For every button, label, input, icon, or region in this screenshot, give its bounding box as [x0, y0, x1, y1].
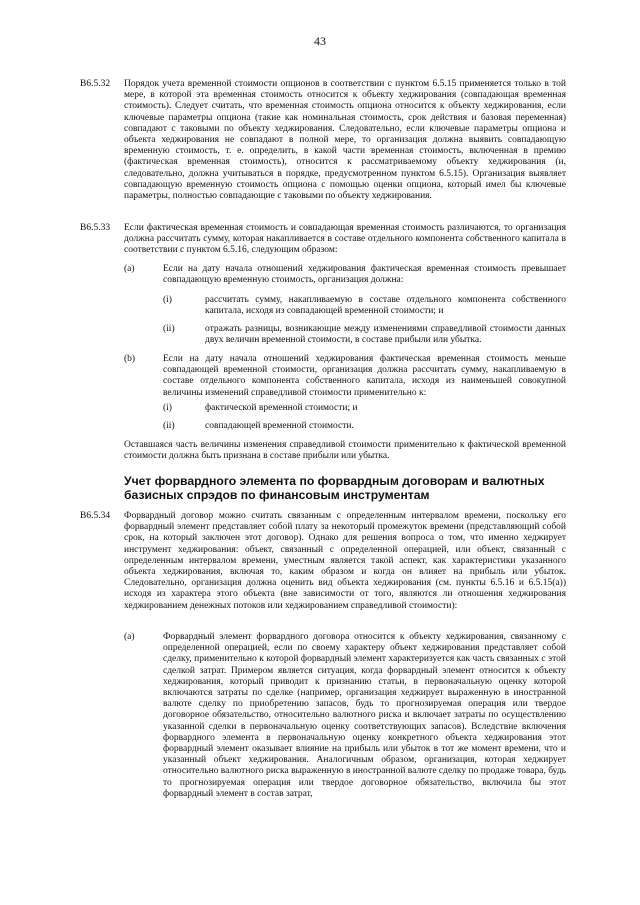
item-b-text: Если на дату начала отношений хеджирования фактическая временная стоимость меньше совпадающей временной стоимости, организация должна рассчитать сумму, накапливаемую в составе отдельного компонента собственного капитала, исходя из наименьшей совокупной величины изменений справедливой стоимости применительно к:: [163, 354, 566, 398]
item-34-a-text: Форвардный элемент форвардного договора относится к объекту хеджирования, связанному с определенной операцией, если по своему характеру объект хеджирования представляет собой сделку, применительно к которой форвардный элемент характеризуется как часть связанных с этой сделкой затрат. Примером является ситуация, когда форвардный элемент относится к объекту хеджирования, который приводит к признанию статьи, в первоначальную оценку которой включаются затраты по сделке (например, организация хеджирует выраженную в иностранной валюте сделку по приобретению запасов, будь то прогнозируемая операция или твердое договорное обязательство, относительно валютного риска и включает затраты по осуществлению указанной сделки в первоначальную оценку соответствующих запасов). Вследствие включения форвардного элемента в первоначальную оценку конкретного объекта хеджирования этот форвардный элемент оказывает влияние на прибыль или убыток в тот же момент времени, что и указанный объект хеджирования. Аналогичным образом, организация, которая хеджирует относительно валютного риска выраженную в иностранной валюте сделку по продаже товара, будь то прогнозируемая операция или твердое договорное обязательство, включила бы этот форвардный элемент в состав затрат,: [163, 632, 566, 799]
item-label-34-a: (a): [124, 632, 135, 642]
section-heading-line-1: Учет форвардного элемента по форвардным договорам и валютных: [124, 474, 545, 488]
subitem-label-a-ii: (ii): [163, 324, 175, 334]
paragraph-label-b6-5-32: B6.5.32: [80, 79, 111, 89]
subitem-a-ii-text: отражать разницы, возникающие между изменениями справедливой стоимости данных двух величин временной стоимости, в составе прибыли или убытка.: [205, 324, 566, 346]
paragraph-b6-5-33-tail: Оставшаяся часть величины изменения справедливой стоимости применительно к фактической временной стоимости должна быть признана в составе прибыли или убытка.: [124, 440, 566, 462]
subitem-label-a-i: (i): [163, 295, 172, 305]
paragraph-b6-5-34: Форвардный договор можно считать связанным с определенным интервалом времени, поскольку его форвардный элемент представляет собой плату за некоторый промежуток времени (представляющий собой срок, на который заключен этот договор). Однако для решения вопроса о том, что именно хеджирует инструмент хеджирования: объект, связанный с определенной операцией, или объект, связанный с определенным интервалом времени, уместным является такой аспект, как характеристики указанного объекта хеджирования, включая то, каким образом и когда он влияет на прибыль или убыток. Следовательно, организация должна оценить вид объекта хеджирования (см. пункты 6.5.16 и 6.5.15(a)) исходя из характера этого объекта (вне зависимости от того, являются ли отношения хеджирования хеджированием денежных потоков или хеджированием справедливой стоимости):: [124, 511, 566, 611]
paragraph-label-b6-5-34: B6.5.34: [80, 511, 111, 521]
section-heading: [124, 474, 584, 502]
paragraph-b6-5-32: Порядок учета временной стоимости опционов в соответствии с пунктом 6.5.15 применяется только в той мере, в которой эта временная стоимость относится к объекту хеджирования (совпадающая временная стоимость). Следует считать, что временная стоимость опциона относится к объекту хеджирования, если ключевые параметры опциона (такие как номинальная стоимость, срок действия и базовая переменная) совпадают с таковыми по объекту хеджирования. Следовательно, если ключевые параметры опциона и объекта хеджирования не совпадают в полной мере, то организация должна выявить совпадающую временную стоимость, т. е. определить, в какой части временная стоимость, включенная в премию (фактическая временная стоимость), относится к рассматриваемому объекту хеджирования (и, следовательно, должна учитываться в порядке, предусмотренном пунктом 6.5.15). Организация выявляет совпадающую временную стоимость опциона с помощью оценки опциона, который имел бы ключевые параметры, полностью совпадающие с таковыми по объекту хеджирования.: [124, 79, 566, 202]
item-a-text: Если на дату начала отношений хеджирования фактическая временная стоимость превышает совпадающую временную стоимость, организация должна:: [163, 264, 566, 286]
subitem-b-i-text: фактической временной стоимости; и: [205, 403, 358, 413]
subitem-label-b-ii: (ii): [163, 421, 175, 431]
page-number: 43: [314, 34, 326, 48]
item-label-b: (b): [124, 354, 136, 364]
subitem-b-ii-text: совпадающей временной стоимости.: [205, 421, 354, 431]
paragraph-label-b6-5-33: B6.5.33: [80, 223, 111, 233]
section-heading-line-2: базисных спрэдов по финансовым инструментам: [124, 488, 430, 502]
subitem-a-i-text: рассчитать сумму, накапливаемую в составе отдельного компонента собственного капитала, исходя из совпадающей временной стоимости; и: [205, 295, 566, 317]
subitem-label-b-i: (i): [163, 403, 172, 413]
item-label-a: (a): [124, 264, 135, 274]
paragraph-b6-5-33: Если фактическая временная стоимость и совпадающая временная стоимость различаются, то организация должна рассчитать сумму, которая накапливается в составе отдельного компонента собственного капитала в соответствии с пунктом 6.5.16, следующим образом:: [124, 223, 566, 256]
